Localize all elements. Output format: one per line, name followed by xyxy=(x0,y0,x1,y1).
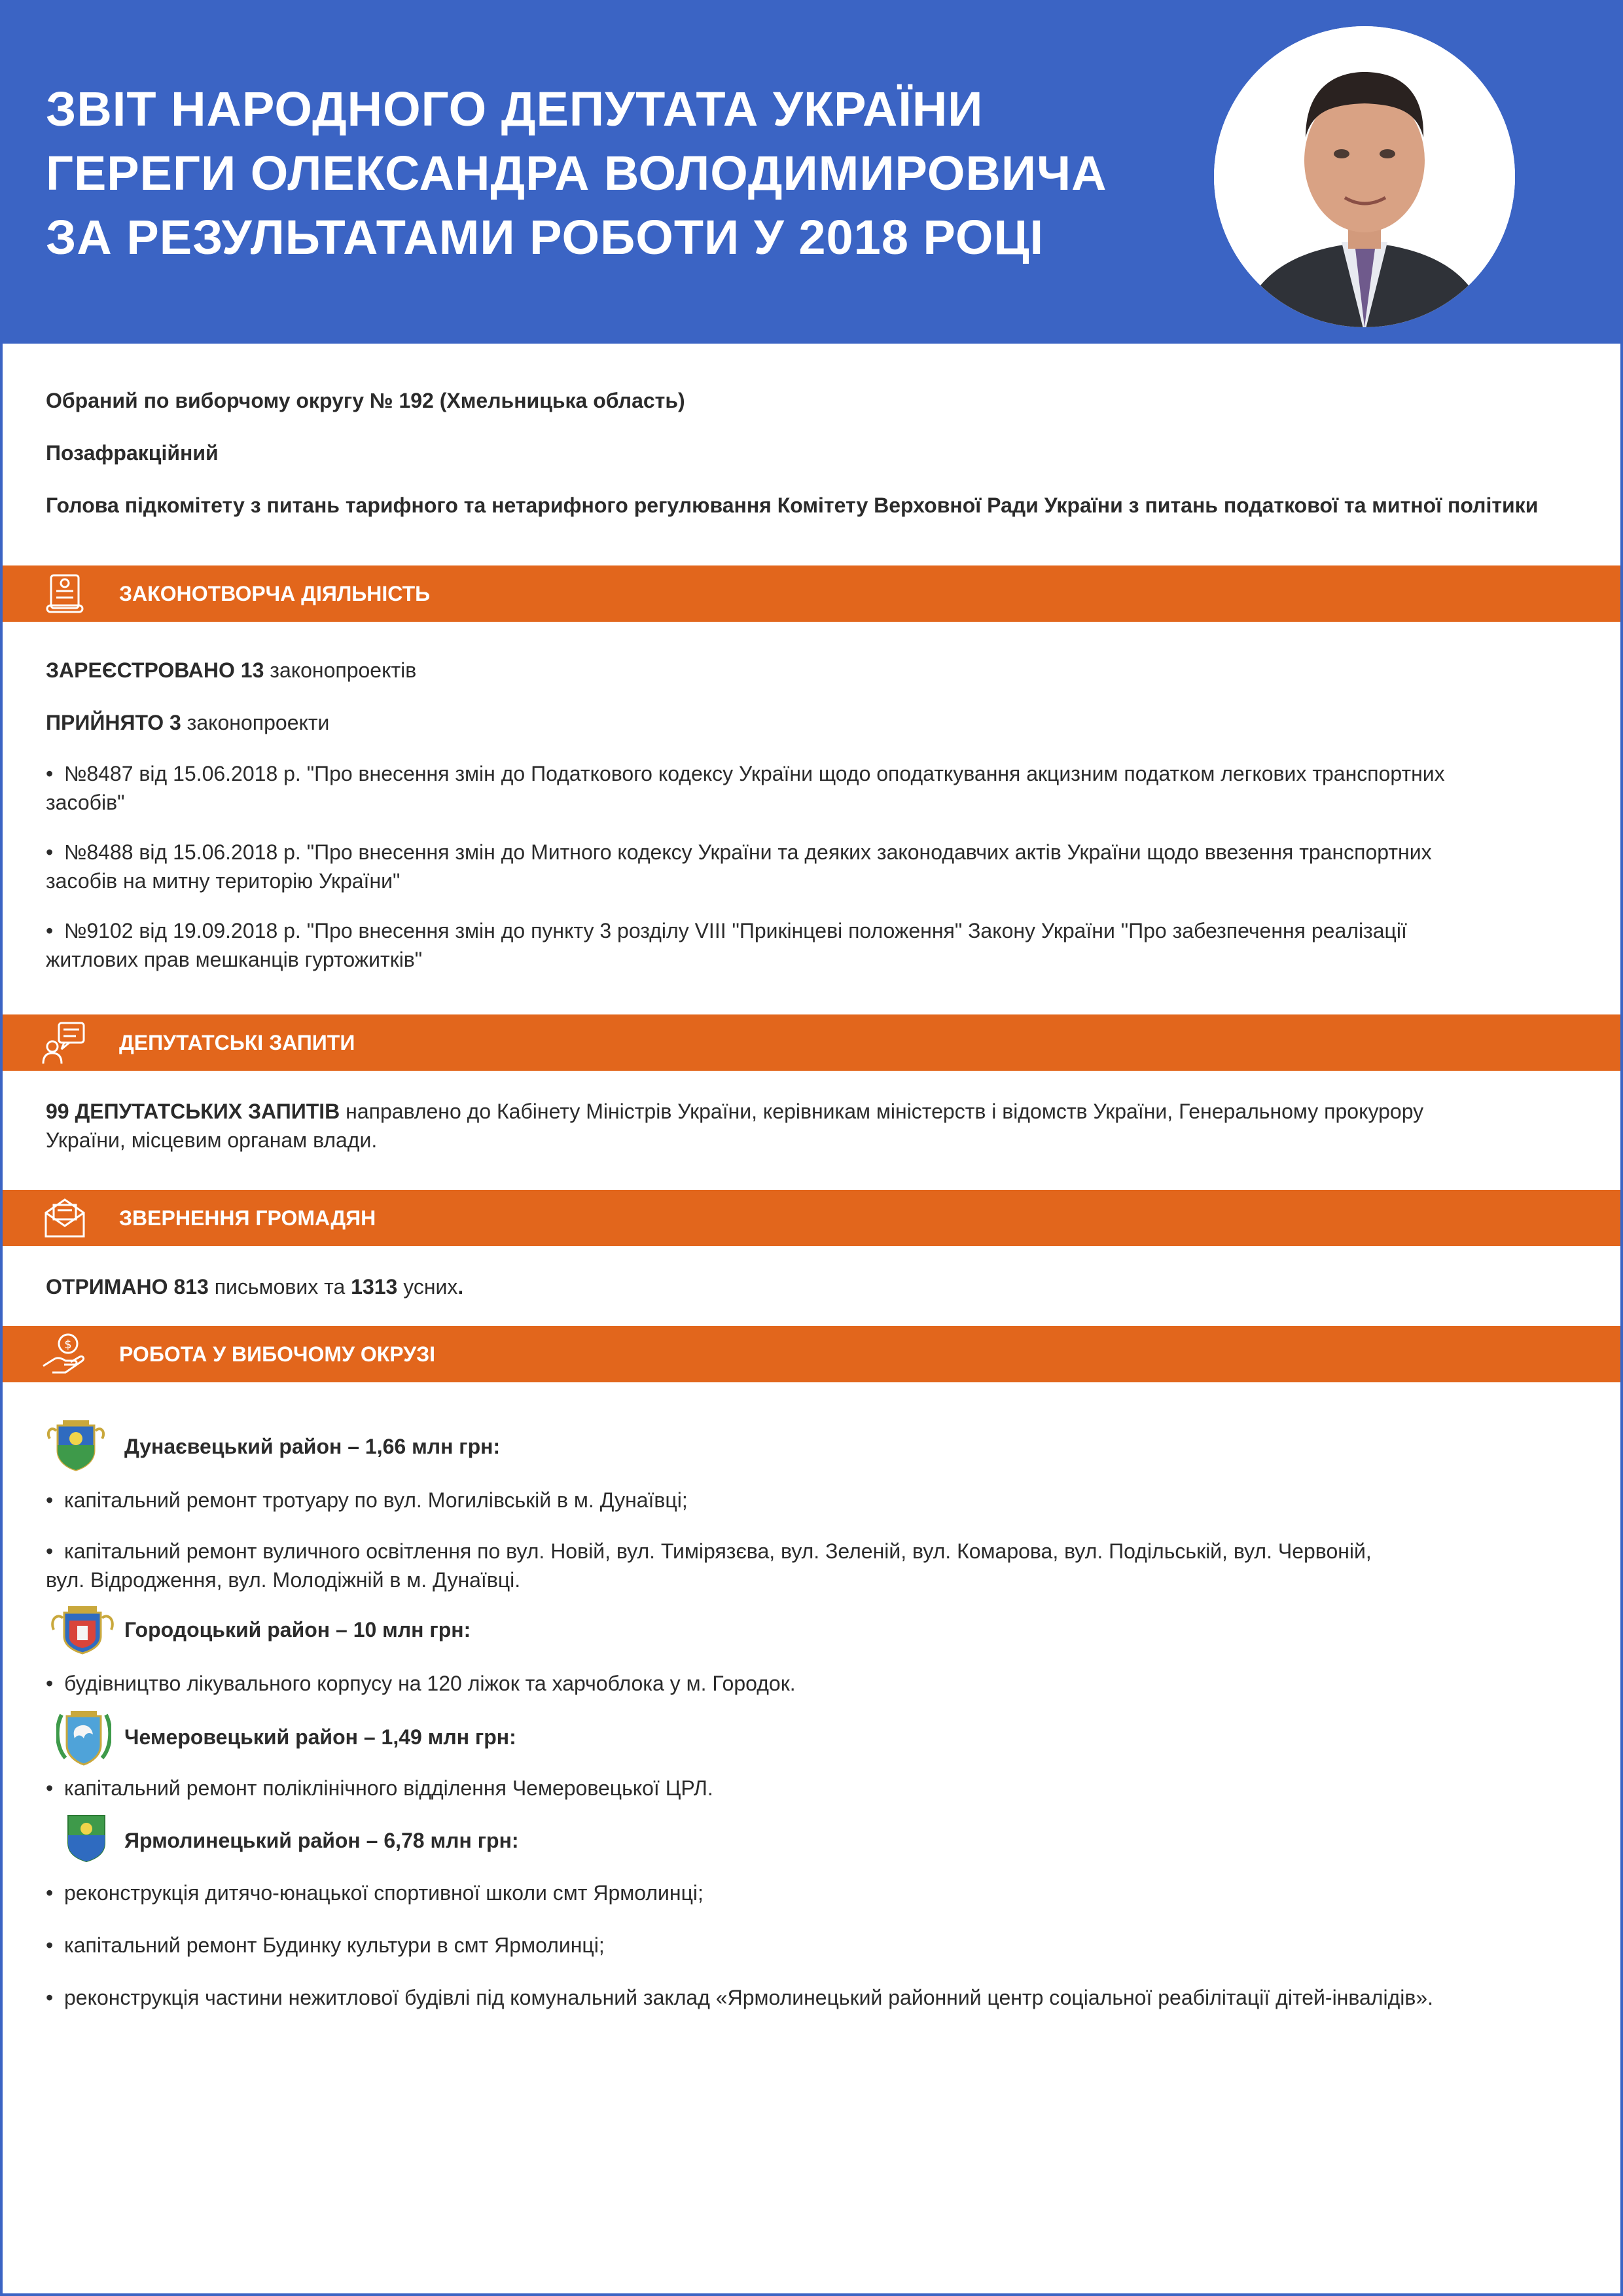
section-bar-requests xyxy=(3,1014,1620,1071)
project-text: капітальний ремонт Будинку культури в смт Ярмолинці; xyxy=(64,1933,605,1957)
page-title xyxy=(46,77,1158,270)
section-bar-legislation xyxy=(3,565,1620,622)
project-text: капітальний ремонт тротуару по вул. Могилівській в м. Дунаївці; xyxy=(64,1488,688,1512)
registered-bills xyxy=(46,656,416,685)
project-text: капітальний ремонт вуличного освітлення по вул. Новій, вул. Тимірязєва, вул. Зеленій, вул. Комарова, вул. Подільській, вул. Червоній, xyxy=(64,1539,1372,1563)
project-item: • капітальний ремонт тротуару по вул. Могилівській в м. Дунаївці; xyxy=(46,1488,688,1512)
bill-item: • №8487 від 15.06.2018 р. "Про внесення змін до Податкового кодексу України щодо оподаткування акцизним податком легкових транспортних засобів" xyxy=(46,759,1577,817)
project-item: • реконструкція дитячо-юнацької спортивної школи смт Ярмолинці; xyxy=(46,1881,704,1905)
bill-text: №8487 від 15.06.2018 р. "Про внесення змін до Податкового кодексу України щодо оподаткування акцизним податком легкових транспортних xyxy=(64,762,1445,785)
project-text: будівництво лікувального корпусу на 120 ліжок та харчоблока у м. Городок. xyxy=(64,1672,796,1695)
dunaivtsi-crest-icon xyxy=(43,1419,109,1471)
project-text: капітальний ремонт поліклінічного відділення Чемеровецької ЦРЛ. xyxy=(64,1776,713,1800)
bill-text: №9102 від 19.09.2018 р. "Про внесення змін до пункту 3 розділу VIII "Прикінцеві положення" Закону України "Про забезпечення реалізації xyxy=(64,919,1407,942)
district-title: Городоцький район – 10 млн грн: xyxy=(124,1618,471,1641)
district-title: Дунаєвецький район – 1,66 млн грн: xyxy=(124,1435,501,1458)
bill-item: • №9102 від 19.09.2018 р. "Про внесення змін до пункту 3 розділу VIII "Прикінцеві положення" Закону України "Про забезпечення реалізації житлових прав мешканців гуртожитків" xyxy=(46,916,1577,974)
svg-text:$: $ xyxy=(64,1338,72,1352)
section-heading: ДЕПУТАТСЬКІ ЗАПИТИ xyxy=(119,1031,355,1054)
electoral-district: Обраний по виборчому округу № 192 (Хмельницька область) xyxy=(46,389,685,412)
deputy-portrait xyxy=(1214,26,1515,327)
chemerivtsi-crest-icon xyxy=(56,1708,111,1767)
bill-item: • №8488 від 15.06.2018 р. "Про внесення змін до Митного кодексу України та деяких законодавчих актів України щодо ввезення транспортних засобів на митну територію України" xyxy=(46,838,1577,895)
requests-text xyxy=(46,1097,1577,1155)
registered-text: законопроектів xyxy=(264,658,417,682)
adopted-text: законопроекти xyxy=(181,711,330,734)
requests-count: 99 ДЕПУТАТСЬКИХ ЗАПИТІВ xyxy=(46,1100,340,1123)
project-text: реконструкція дитячо-юнацької спортивної школи смт Ярмолинці; xyxy=(64,1881,704,1905)
project-item: • реконструкція частини нежитлової будівлі під комунальний заклад «Ярмолинецький районний центр соціальної реабілітації дітей-інвалідів». xyxy=(46,1986,1434,2009)
appeals-text-part: письмових та xyxy=(208,1275,351,1299)
bill-text-cont: засобів на митну територію України" xyxy=(46,869,401,893)
bill-text: №8488 від 15.06.2018 р. "Про внесення змін до Митного кодексу України та деяких законодавчих актів України щодо ввезення транспортних xyxy=(64,840,1432,864)
requests-line2: України, місцевим органам влади. xyxy=(46,1128,378,1152)
district-title: Чемеровецький район – 1,49 млн грн: xyxy=(124,1725,516,1749)
appeals-text xyxy=(46,1272,463,1301)
section-heading: ЗАКОНОТВОРЧА ДІЯЛЬНІСТЬ xyxy=(119,582,431,605)
bill-text-cont: житлових прав мешканців гуртожитків" xyxy=(46,948,423,971)
yarmolyntsi-crest-icon xyxy=(65,1813,107,1863)
title-line: ГЕРЕГИ ОЛЕКСАНДРА ВОЛОДИМИРОВИЧА xyxy=(46,146,1107,200)
adopted-bills xyxy=(46,708,329,737)
appeals-oral-count: 1313 xyxy=(351,1275,398,1299)
section-heading: ЗВЕРНЕННЯ ГРОМАДЯН xyxy=(119,1206,376,1230)
district-title: Ярмолинецький район – 6,78 млн грн: xyxy=(124,1829,519,1852)
section-bar-district-work xyxy=(3,1326,1620,1382)
project-item: • капітальний ремонт Будинку культури в смт Ярмолинці; xyxy=(46,1933,605,1957)
project-item: • капітальний ремонт поліклінічного відділення Чемеровецької ЦРЛ. xyxy=(46,1776,713,1800)
envelope-icon xyxy=(42,1196,88,1240)
committee-position: Голова підкомітету з питань тарифного та нетарифного регулювання Комітету Верховної Ради України з питань податкової та митної політики xyxy=(46,493,1539,517)
money-hand-icon xyxy=(42,1332,88,1376)
appeals-text-end: . xyxy=(457,1275,464,1299)
registered-count: ЗАРЕЄСТРОВАНО 13 xyxy=(46,658,264,682)
title-line: ЗВІТ НАРОДНОГО ДЕПУТАТА УКРАЇНИ xyxy=(46,82,984,136)
project-item: • капітальний ремонт вуличного освітлення по вул. Новій, вул. Тимірязєва, вул. Зеленій, вул. Комарова, вул. Подільській, вул. Червоній, вул. Відродження, вул. Молодіжній в м. Дунаївці. xyxy=(46,1537,1577,1594)
requests-line1: направлено до Кабінету Міністрів України, керівникам міністерств і відомств України, Генеральному прокурору xyxy=(340,1100,1424,1123)
appeals-text-part: усних xyxy=(397,1275,458,1299)
report-header xyxy=(0,0,1623,344)
adopted-count: ПРИЙНЯТО 3 xyxy=(46,711,181,734)
title-line: ЗА РЕЗУЛЬТАТАМИ РОБОТИ У 2018 РОЦІ xyxy=(46,210,1044,264)
appeals-written-count: ОТРИМАНО 813 xyxy=(46,1275,209,1299)
section-heading: РОБОТА У ВИБОЧОМУ ОКРУЗІ xyxy=(119,1342,436,1366)
project-item: • будівництво лікувального корпусу на 120 ліжок та харчоблока у м. Городок. xyxy=(46,1672,796,1695)
bill-text-cont: засобів" xyxy=(46,791,125,814)
person-speech-icon xyxy=(42,1020,88,1065)
project-text: реконструкція частини нежитлової будівлі під комунальний заклад «Ярмолинецький районний центр соціальної реабілітації дітей-інвалідів». xyxy=(64,1986,1434,2009)
faction-status: Позафракційний xyxy=(46,441,219,465)
document-scroll-icon xyxy=(42,571,88,616)
section-bar-appeals xyxy=(3,1190,1620,1246)
project-text-cont: вул. Відродження, вул. Молодіжній в м. Дунаївці. xyxy=(46,1568,521,1592)
horodok-crest-icon xyxy=(50,1604,115,1655)
